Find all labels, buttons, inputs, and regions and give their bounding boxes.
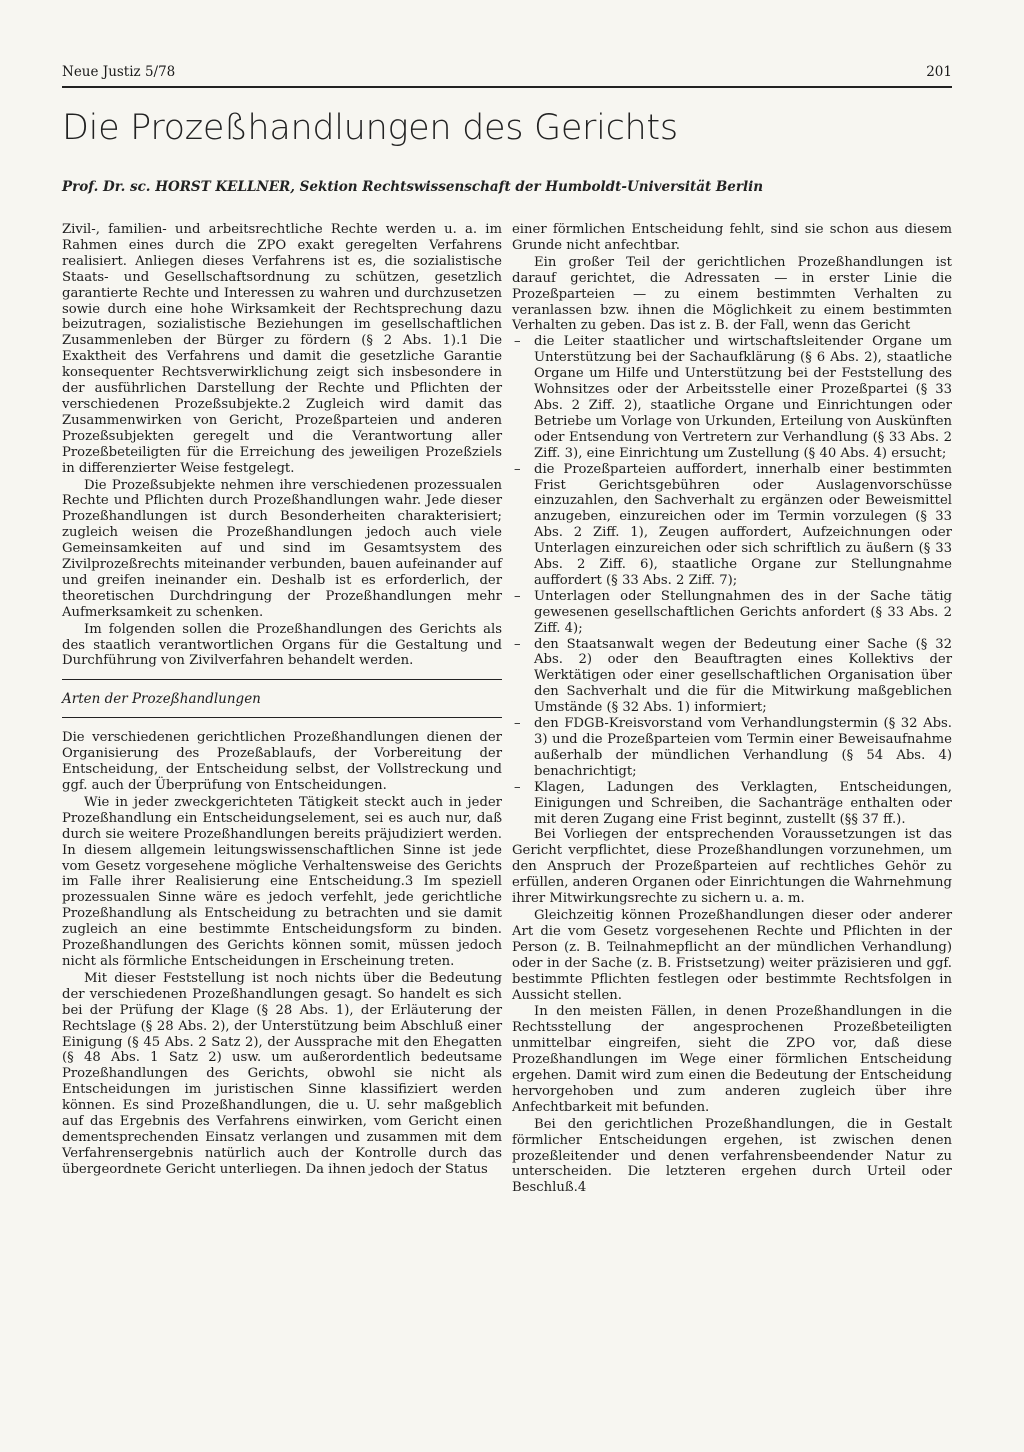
dash-list: [512, 334, 952, 827]
section-heading: Arten der Prozeßhandlungen: [62, 692, 502, 718]
body-paragraph: Bei den gerichtlichen Prozeßhandlungen, die in Gestalt förmlicher Entscheidungen ergehen, ist zwischen denen prozeßleitender und denen verfahrensbeendender Natur zu unterscheiden. Die letzteren ergehen durch Urteil oder Beschluß.4: [512, 1116, 952, 1196]
right-column: [512, 222, 952, 1196]
list-item: – Unterlagen oder Stellungnahmen des in der Sache tätig gewesenen gesellschaftlichen Gerichts anfordert (§ 33 Abs. 2 Ziff. 4);: [512, 589, 952, 637]
running-header: [62, 62, 952, 88]
list-item: – den Staatsanwalt wegen der Bedeutung einer Sache (§ 32 Abs. 2) oder den Beauftragten eines Kollektivs der Werktätigen oder einer gesellschaftlichen Organisation über den Sachverhalt und die für die Mitwirkung maßgeblichen Umstände (§ 32 Abs. 1) informiert;: [512, 637, 952, 717]
author-byline: Prof. Dr. sc. HORST KELLNER, Sektion Rechtswissenschaft der Humboldt-Universität Berlin: [62, 179, 764, 195]
body-paragraph: Gleichzeitig können Prozeßhandlungen dieser oder anderer Art die vom Gesetz vorgesehenen Rechte und Pflichten in der Person (z. B. Teilnahmepflicht an der mündlichen Verhandlung) oder in der Sache (z. B. Fristsetzung) weiter präzisieren und ggf. bestimmte Pflichten festlegen oder bestimmte Rechtsfolgen in Aussicht stellen.: [512, 907, 952, 1003]
page-number: 201: [926, 64, 952, 80]
body-paragraph: Im folgenden sollen die Prozeßhandlungen des Gerichts als des staatlich verantwortlichen Organs für die Gestaltung und Durchführung von Zivilverfahren behandelt werden.: [62, 621, 502, 669]
body-paragraph: Mit dieser Feststellung ist noch nichts über die Bedeutung der verschiedenen Prozeßhandlungen gesagt. So handelt es sich bei der Prüfung der Klage (§ 28 Abs. 1), der Erläuterung der Rechtslage (§ 28 Abs. 2), der Unterstützung beim Abschluß einer Einigung (§ 45 Abs. 2 Satz 2), der Aussprache mit den Ehegatten (§ 48 Abs. 1 Satz 2) usw. um außerordentlich bedeutsame Prozeßhandlungen des Gerichts, obwohl sie nicht als Entscheidungen im juristischen Sinne klassifiziert werden können. Es sind Prozeßhandlungen, die u. U. sehr maßgeblich auf das Ergebnis des Verfahrens einwirken, vom Gericht einen dementsprechenden Einsatz verlangen und zusammen mit dem Verfahrensergebnis natürlich auch der Kontrolle durch das übergeordnete Gericht unterliegen. Da ihnen jedoch der Status: [62, 970, 502, 1177]
left-column: [62, 222, 502, 1178]
journal-issue: Neue Justiz 5/78: [62, 64, 176, 80]
list-item: – den FDGB-Kreisvorstand vom Verhandlungstermin (§ 32 Abs. 3) und die Prozeßparteien vom Termin einer Beweisaufnahme außerhalb der mündlichen Verhandlung (§ 54 Abs. 4) benachrichtigt;: [512, 716, 952, 780]
body-paragraph: Die verschiedenen gerichtlichen Prozeßhandlungen dienen der Organisierung des Prozeßablaufs, der Vorbereitung der Entscheidung, der Entscheidung selbst, der Vollstreckung und ggf. auch der Überprüfung von Entscheidungen.: [62, 730, 502, 793]
body-paragraph: In den meisten Fällen, in denen Prozeßhandlungen in die Rechtsstellung der angesprochenen Prozeßbeteiligten unmittelbar eingreifen, sieht die ZPO vor, daß diese Prozeßhandlungen im Wege einer förmlichen Entscheidung ergehen. Damit wird zum einen die Bedeutung der Entscheidung hervorgehoben und zum anderen zugleich über ihre Anfechtbarkeit mit befunden.: [512, 1004, 952, 1115]
article-title: Die Prozeßhandlungen des Gerichts: [62, 108, 678, 148]
body-paragraph: einer förmlichen Entscheidung fehlt, sind sie schon aus diesem Grunde nicht anfechtbar.: [512, 222, 952, 253]
body-paragraph: Wie in jeder zweckgerichteten Tätigkeit steckt auch in jeder Prozeßhandlung ein Entscheidungselement, sei es auch nur, daß durch sie weitere Prozeßhandlungen bereits präjudiziert werden. In diesem allgemein leitungswissenschaftlichen Sinne ist jede vom Gesetz vorgesehene mögliche Verhaltensweise des Gerichts im Falle ihrer Realisierung eine Entscheidung.3 Im speziell prozessualen Sinne wäre es jedoch verfehlt, jede gerichtliche Prozeßhandlung als Entscheidung zu betrachten und sie damit zugleich an eine bestimmte Entscheidungsform zu binden. Prozeßhandlungen des Gerichts können somit, müssen jedoch nicht als förmliche Entscheidungen in Erscheinung treten.: [62, 794, 502, 969]
body-paragraph: Zivil-, familien- und arbeitsrechtliche Rechte werden u. a. im Rahmen eines durch die ZPO exakt geregelten Verfahrens realisiert. Anliegen dieses Verfahrens ist es, die sozialistische Staats- und Gesellschaftsordnung zu schützen, gesetzlich garantierte Rechte und Interessen zu wahren und durchzusetzen sowie durch eine hohe Wirksamkeit der Rechtsprechung dazu beizutragen, sozialistische Beziehungen im gesellschaftlichen Zusammenleben der Bürger zu fördern (§ 2 Abs. 1).1 Die Exaktheit des Verfahrens und damit die gesetzliche Garantie konsequenter Rechtsverwirklichung zeigt sich insbesondere in der ausführlichen Darstellung der Rechte und Pflichten der verschiedenen Prozeßsubjekte.2 Zugleich wird damit das Zusammenwirken von Gericht, Prozeßparteien und anderen Prozeßsubjekten geregelt und die Verantwortung aller Prozeßbeteiligten für die Erreichung des jeweiligen Prozeßziels in differenzierter Weise festgelegt.: [62, 222, 502, 476]
body-paragraph: Bei Vorliegen der entsprechenden Voraussetzungen ist das Gericht verpflichtet, diese Prozeßhandlungen vorzunehmen, um den Anspruch der Prozeßparteien auf rechtliches Gehör zu erfüllen, anderen Organen oder Einrichtungen die Wahrnehmung ihrer Mitwirkungsrechte zu sichern u. a. m.: [512, 827, 952, 907]
body-paragraph: Ein großer Teil der gerichtlichen Prozeßhandlungen ist darauf gerichtet, die Adressaten — in erster Linie die Prozeßparteien — zu einem bestimmten Verhalten zu veranlassen bzw. ihnen die Möglichkeit zu einem bestimmten Verhalten zu geben. Das ist z. B. der Fall, wenn das Gericht: [512, 254, 952, 334]
list-item: – Klagen, Ladungen des Verklagten, Entscheidungen, Einigungen und Schreiben, die Sachanträge enthalten oder mit deren Zugang eine Frist beginnt, zustellt (§§ 37 ff.).: [512, 780, 952, 828]
section-divider: [62, 679, 502, 680]
list-item: – die Leiter staatlicher und wirtschaftsleitender Organe um Unterstützung bei der Sachaufklärung (§ 6 Abs. 2), staatliche Organe um Hilfe und Unterstützung bei der Feststellung des Wohnsitzes oder der Arbeitsstelle einer Prozeßpartei (§ 33 Abs. 2 Ziff. 2), staatliche Organe und Einrichtungen oder Betriebe um Vorlage von Urkunden, Erteilung von Auskünften oder Entsendung von Vertretern zur Verhandlung (§ 33 Abs. 2 Ziff. 3), eine Einrichtung um Zustellung (§ 40 Abs. 4) ersucht;: [512, 334, 952, 461]
body-paragraph: Die Prozeßsubjekte nehmen ihre verschiedenen prozessualen Rechte und Pflichten durch Prozeßhandlungen wahr. Jede dieser Prozeßhandlungen ist durch Besonderheiten charakterisiert; zugleich weisen die Prozeßhandlungen jedoch auch viele Gemeinsamkeiten auf und sind im Gesamtsystem des Zivilprozeßrechts miteinander verbunden, bauen aufeinander auf und greifen ineinander ein. Deshalb ist es erforderlich, der theoretischen Durchdringung der Prozeßhandlungen mehr Aufmerksamkeit zu schenken.: [62, 477, 502, 620]
list-item: – die Prozeßparteien auffordert, innerhalb einer bestimmten Frist Gerichtsgebühren oder Auslagenvorschüsse einzuzahlen, den Sachverhalt zu ergänzen oder Beweismittel anzugeben, einzureichen oder im Termin vorzulegen (§ 33 Abs. 2 Ziff. 1), Zeugen auffordert, Aufzeichnungen oder Unterlagen einzureichen oder sich schriftlich zu äußern (§ 33 Abs. 2 Ziff. 6), staatliche Organe zur Stellungnahme auffordert (§ 33 Abs. 2 Ziff. 7);: [512, 462, 952, 589]
